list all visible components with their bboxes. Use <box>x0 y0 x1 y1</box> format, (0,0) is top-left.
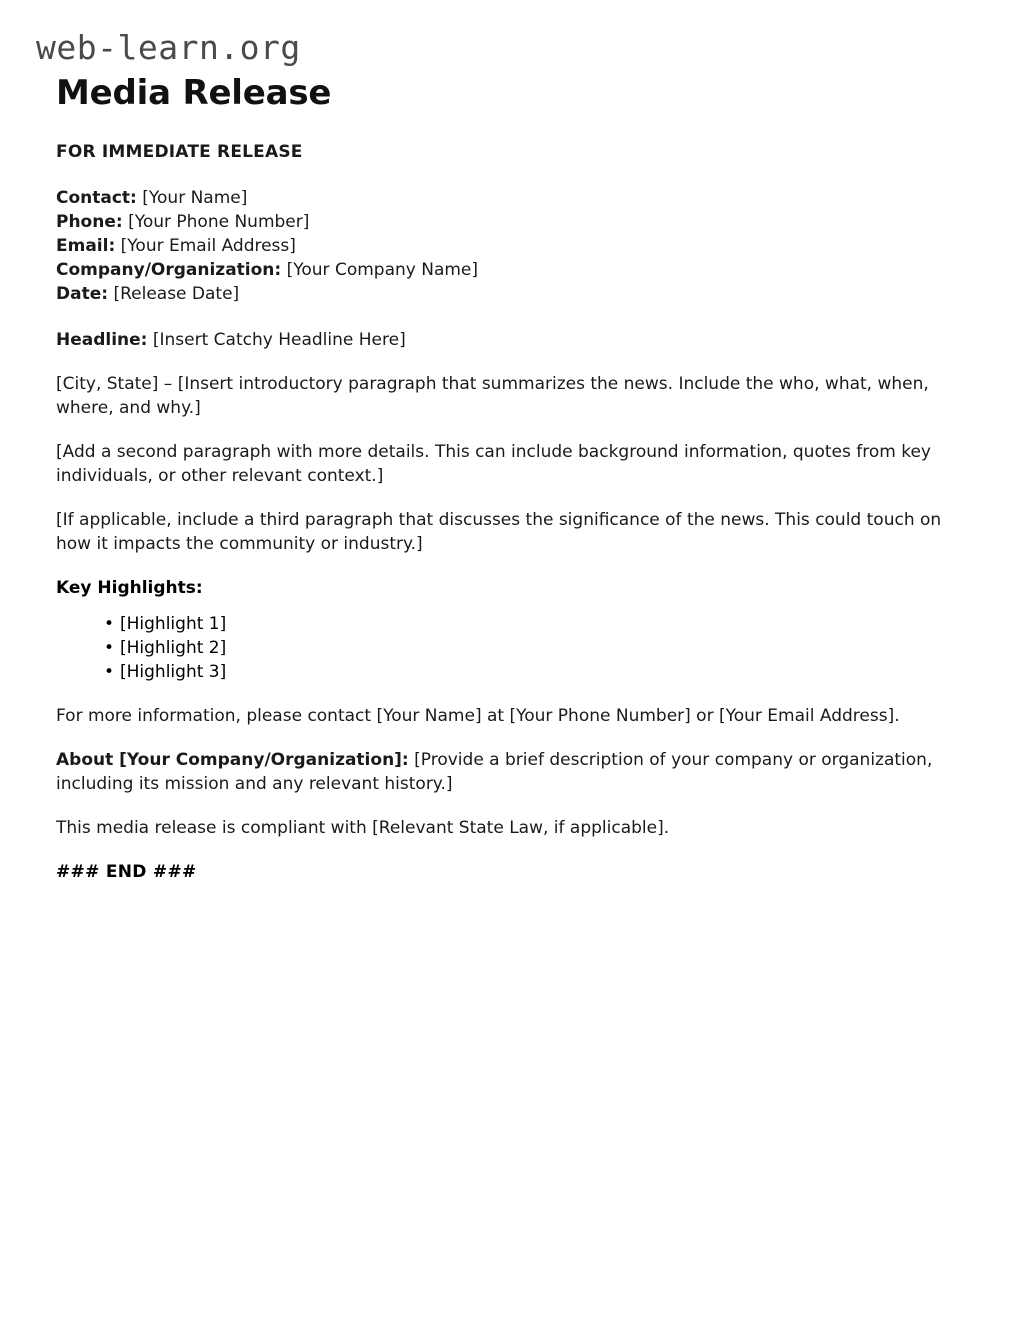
list-item: • [Highlight 1] <box>104 612 961 636</box>
about-value: [Provide a brief description of your company or organization, including its mission and any relevant history.] <box>56 750 933 794</box>
headline-line <box>56 328 961 352</box>
paragraph-details: [Add a second paragraph with more details. This can include background information, quotes from key individuals, or other relevant context.] <box>56 442 931 486</box>
contact-block <box>56 186 961 306</box>
more-information: For more information, please contact [Your Name] at [Your Phone Number] or [Your Email Address]. <box>56 706 900 726</box>
list-item: • [Highlight 3] <box>104 660 961 684</box>
end-marker: ### END ### <box>56 862 197 882</box>
headline-label: Headline: <box>56 330 148 350</box>
company-value: [Your Company Name] <box>286 260 479 280</box>
about-section <box>56 748 961 796</box>
headline-value: [Insert Catchy Headline Here] <box>152 330 406 350</box>
about-label: About [Your Company/Organization]: <box>56 750 409 770</box>
key-highlights-list <box>56 612 961 684</box>
compliance-note: This media release is compliant with [Relevant State Law, if applicable]. <box>56 818 670 838</box>
paragraph-significance: [If applicable, include a third paragraph that discusses the significance of the news. This could touch on how it impacts the community or industry.] <box>56 510 942 554</box>
phone-label: Phone: <box>56 212 123 232</box>
site-masthead: web-learn.org <box>36 28 301 67</box>
date-value: [Release Date] <box>113 284 240 304</box>
contact-label: Contact: <box>56 188 137 208</box>
email-value: [Your Email Address] <box>120 236 296 256</box>
contact-value: [Your Name] <box>142 188 248 208</box>
key-highlights-heading: Key Highlights: <box>56 578 203 598</box>
phone-value: [Your Phone Number] <box>128 212 310 232</box>
page-title: Media Release <box>56 73 332 113</box>
release-notice: FOR IMMEDIATE RELEASE <box>56 142 303 162</box>
date-label: Date: <box>56 284 109 304</box>
document-body <box>56 72 961 884</box>
company-label: Company/Organization: <box>56 260 282 280</box>
list-item: • [Highlight 2] <box>104 636 961 660</box>
paragraph-intro: [City, State] – [Insert introductory paragraph that summarizes the news. Include the who, what, when, where, and why.] <box>56 374 929 418</box>
email-label: Email: <box>56 236 116 256</box>
